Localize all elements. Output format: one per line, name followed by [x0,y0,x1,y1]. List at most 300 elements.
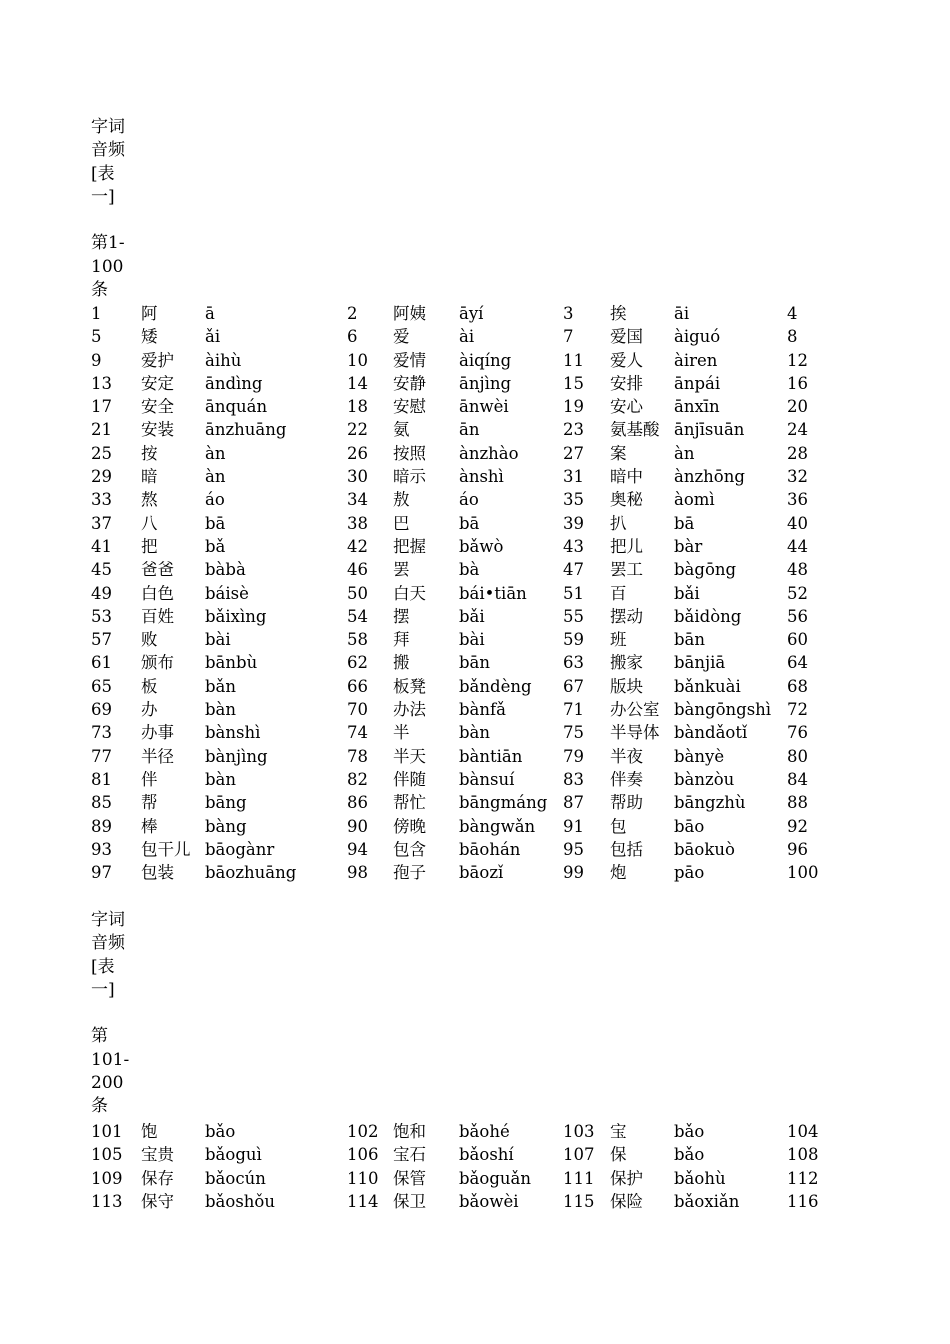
entry-word: 按照 [393,443,426,463]
entry-number: 104 [787,1122,819,1141]
entry-pinyin: bāokuò [674,839,735,859]
table-row [91,838,827,861]
entry-number: 59 [563,630,584,650]
entry-number: 18 [347,397,368,417]
entry-word: 半天 [393,746,426,766]
table-row [91,349,827,372]
table-row [91,1143,827,1166]
entry-number: 70 [347,700,368,720]
entry-word: 保卫 [393,1191,426,1211]
entry-pinyin: bànyè [674,746,725,766]
entry-number: 39 [563,513,584,533]
heading-title-line: 音频 [91,140,125,161]
entry-number: 26 [347,443,368,463]
table-row [91,395,827,418]
entry-word: 保存 [141,1168,174,1188]
entry-word: 办 [141,700,158,720]
entry-number: 76 [787,723,808,743]
table-row [91,651,827,674]
entry-pinyin: ā [205,304,215,323]
entry-word: 保险 [610,1191,643,1211]
entry-number: 72 [787,700,808,720]
entry-word: 包装 [141,863,174,883]
entry-word: 伴随 [393,769,426,789]
entry-pinyin: bǎohé [459,1122,510,1141]
entry-number: 83 [563,769,584,789]
entry-word: 保护 [610,1168,643,1188]
entry-word: 半导体 [610,723,660,743]
entry-pinyin: ānxīn [674,397,720,417]
entry-word: 搬 [393,653,410,673]
entry-pinyin: àiguó [674,327,721,347]
entry-word: 八 [141,513,158,533]
entry-pinyin: bǎocún [205,1168,266,1188]
entry-pinyin: áo [205,490,225,510]
table-row [91,605,827,628]
heading-title-line: 一] [91,186,115,207]
entry-number: 94 [347,839,368,859]
entry-word: 阿 [141,304,158,323]
entry-pinyin: bàbà [205,560,246,580]
entry-pinyin: bā [205,513,226,533]
entry-word: 爱 [393,327,410,347]
entry-number: 111 [563,1168,595,1188]
entry-word: 安慰 [393,397,426,417]
entry-number: 52 [787,583,808,603]
entry-word: 半夜 [610,746,643,766]
table-row [91,768,827,791]
entry-word: 帮忙 [393,793,426,813]
entry-number: 73 [91,723,112,743]
entry-number: 115 [563,1191,595,1211]
entry-word: 安定 [141,373,174,393]
entry-number: 58 [347,630,368,650]
entry-pinyin: pāo [674,863,705,883]
entry-pinyin: bànshì [205,723,261,743]
entry-pinyin: bàngwǎn [459,816,536,836]
entry-number: 44 [787,536,808,556]
entry-number: 8 [787,327,798,347]
heading-range-line: 条 [91,280,108,301]
entry-word: 班 [610,630,627,650]
entry-number: 21 [91,420,112,440]
entry-pinyin: bāng [205,793,247,813]
entry-word: 包干儿 [141,839,191,859]
entry-pinyin: bǎo [674,1145,705,1165]
entry-word: 暗中 [610,467,643,487]
entry-word: 白天 [393,583,426,603]
table-row [91,791,827,814]
heading-title-line: 音频 [91,933,125,954]
entry-number: 34 [347,490,368,510]
entry-word: 百 [610,583,627,603]
table-row [91,698,827,721]
entry-number: 32 [787,467,808,487]
entry-number: 93 [91,839,112,859]
entry-word: 安静 [393,373,426,393]
entry-number: 43 [563,536,584,556]
entry-word: 安心 [610,397,643,417]
entry-number: 97 [91,863,112,883]
entry-number: 98 [347,863,368,883]
entry-word: 颁布 [141,653,174,673]
table-row [91,815,827,838]
entry-pinyin: bǎoshǒu [205,1191,275,1211]
entry-word: 把握 [393,536,426,556]
entry-pinyin: bāozǐ [459,863,504,883]
entry-word: 安排 [610,373,643,393]
entry-number: 100 [787,863,819,883]
entry-word: 办法 [393,700,426,720]
entry-pinyin: bāo [674,816,705,836]
entry-word: 奥秘 [610,490,643,510]
entry-number: 116 [787,1191,819,1211]
entry-pinyin: bàngōngshì [674,700,772,720]
table-row [91,1120,827,1143]
table-row [91,442,827,465]
entry-number: 113 [91,1191,123,1211]
entry-number: 46 [347,560,368,580]
heading-range-line: 101- [91,1049,130,1070]
entry-pinyin: āi [674,304,690,323]
table-row [91,302,827,325]
entry-number: 77 [91,746,112,766]
entry-number: 54 [347,606,368,626]
entry-word: 包含 [393,839,426,859]
entry-word: 巴 [393,513,410,533]
entry-word: 帮助 [610,793,643,813]
entry-word: 安全 [141,397,174,417]
entry-pinyin: bài [205,630,231,650]
entry-number: 28 [787,443,808,463]
entry-number: 102 [347,1122,379,1141]
entry-number: 11 [563,350,584,370]
entry-pinyin: ānpái [674,373,721,393]
entry-number: 45 [91,560,112,580]
entry-number: 107 [563,1145,595,1165]
entry-pinyin: bǎoguǎn [459,1168,531,1188]
entry-pinyin: bàgōng [674,560,737,580]
table-row [91,372,827,395]
entry-pinyin: àn [205,467,226,487]
table-row [91,512,827,535]
entry-word: 把儿 [610,536,643,556]
entry-pinyin: bǎixìng [205,606,267,626]
entry-pinyin: bái•tiān [459,583,527,603]
entry-number: 67 [563,676,584,696]
entry-pinyin: bàr [674,536,703,556]
entry-number: 12 [787,350,808,370]
entry-pinyin: ānquán [205,397,268,417]
entry-number: 92 [787,816,808,836]
entry-number: 13 [91,373,112,393]
entry-word: 伴奏 [610,769,643,789]
entry-pinyin: àomì [674,490,715,510]
entry-pinyin: bǎo [205,1122,236,1141]
entry-number: 64 [787,653,808,673]
entry-number: 87 [563,793,584,813]
entry-number: 89 [91,816,112,836]
entry-number: 15 [563,373,584,393]
entry-number: 42 [347,536,368,556]
entry-number: 84 [787,769,808,789]
entry-word: 摆 [393,606,410,626]
heading-range-line: 200 [91,1073,124,1094]
entry-number: 81 [91,769,112,789]
entry-pinyin: bān [459,653,491,673]
entry-pinyin: ānwèi [459,397,509,417]
entry-number: 25 [91,443,112,463]
entry-number: 24 [787,420,808,440]
table-row [91,465,827,488]
entry-pinyin: bānbù [205,653,258,673]
entry-pinyin: bàntiān [459,746,523,766]
entry-pinyin: ǎi [205,327,221,347]
entry-pinyin: ànshì [459,467,504,487]
entry-number: 65 [91,676,112,696]
entry-number: 78 [347,746,368,766]
heading-title-line: 字词 [91,910,125,930]
entry-pinyin: àiqíng [459,350,512,370]
heading-range-line: 第 [91,1026,108,1047]
entry-word: 保管 [393,1168,426,1188]
entry-number: 110 [347,1168,379,1188]
entry-pinyin: ānjìng [459,373,512,393]
table-row [91,1167,827,1190]
entry-number: 55 [563,606,584,626]
entry-number: 80 [787,746,808,766]
entry-number: 56 [787,606,808,626]
entry-pinyin: bànjìng [205,746,268,766]
entry-pinyin: bǎo [674,1122,705,1141]
entry-pinyin: āyí [459,304,484,323]
entry-number: 7 [563,327,574,347]
entry-word: 白色 [141,583,174,603]
entry-number: 57 [91,630,112,650]
entry-word: 保 [610,1145,627,1165]
entry-word: 饱和 [393,1122,426,1141]
entry-pinyin: bǎoshí [459,1145,514,1165]
entry-pinyin: bànfǎ [459,700,506,720]
heading-title-line: [表 [91,163,115,184]
entry-word: 包括 [610,839,643,859]
entry-number: 3 [563,304,574,323]
entry-pinyin: bàndǎotǐ [674,723,748,743]
entry-number: 105 [91,1145,123,1165]
entry-pinyin: ài [459,327,475,347]
entry-number: 33 [91,490,112,510]
entry-number: 5 [91,327,102,347]
entry-pinyin: bà [459,560,480,580]
heading-spacer [91,1002,135,1025]
entry-number: 48 [787,560,808,580]
entry-word: 氨 [393,420,410,440]
entry-number: 103 [563,1122,595,1141]
entry-word: 案 [610,443,627,463]
entry-word: 办事 [141,723,174,743]
entry-word: 拜 [393,630,410,650]
entry-pinyin: bāohán [459,839,521,859]
entry-number: 10 [347,350,368,370]
entry-number: 85 [91,793,112,813]
entry-word: 孢子 [393,863,426,883]
heading-spacer [91,209,135,232]
table-row [91,628,827,651]
entry-word: 按 [141,443,158,463]
section-1-table [91,302,827,884]
entry-pinyin: bǎnkuài [674,676,741,696]
entry-word: 阿姨 [393,304,426,323]
entry-pinyin: báisè [205,583,249,603]
entry-word: 帮 [141,793,158,813]
entry-word: 宝贵 [141,1145,174,1165]
table-row [91,861,827,884]
entry-word: 棒 [141,816,158,836]
entry-number: 112 [787,1168,819,1188]
entry-pinyin: bǎoguì [205,1145,262,1165]
entry-number: 19 [563,397,584,417]
entry-number: 20 [787,397,808,417]
section-2-heading [91,909,135,1119]
entry-pinyin: ān [459,420,480,440]
entry-pinyin: bānjiā [674,653,726,673]
entry-number: 61 [91,653,112,673]
entry-word: 炮 [610,863,627,883]
entry-number: 86 [347,793,368,813]
entry-word: 宝 [610,1122,627,1141]
entry-pinyin: àiren [674,350,718,370]
table-row [91,675,827,698]
entry-word: 敖 [393,490,410,510]
entry-number: 50 [347,583,368,603]
entry-word: 包 [610,816,627,836]
heading-title-line: 字词 [91,117,125,137]
entry-pinyin: āndìng [205,373,263,393]
entry-pinyin: bǎowèi [459,1191,519,1211]
heading-range-line: 100 [91,256,124,277]
entry-pinyin: bǎidòng [674,606,742,626]
entry-number: 16 [787,373,808,393]
entry-pinyin: àihù [205,350,242,370]
heading-range-line: 条 [91,1096,108,1117]
entry-word: 板 [141,676,158,696]
entry-pinyin: bān [674,630,706,650]
entry-number: 108 [787,1145,819,1165]
entry-number: 88 [787,793,808,813]
entry-word: 罢 [393,560,410,580]
entry-pinyin: bǎndèng [459,676,532,696]
entry-word: 爸爸 [141,560,174,580]
table-row [91,535,827,558]
table-row [91,325,827,348]
entry-pinyin: bǎi [459,606,485,626]
entry-pinyin: bāngmáng [459,793,548,813]
entry-word: 罢工 [610,560,643,580]
entry-pinyin: bāozhuāng [205,863,297,883]
entry-word: 宝石 [393,1145,426,1165]
entry-word: 败 [141,630,158,650]
entry-number: 29 [91,467,112,487]
entry-pinyin: bài [459,630,485,650]
entry-word: 爱国 [610,327,643,347]
heading-title-line: [表 [91,956,115,977]
entry-number: 69 [91,700,112,720]
entry-word: 饱 [141,1122,158,1141]
table-row [91,582,827,605]
entry-number: 75 [563,723,584,743]
entry-number: 106 [347,1145,379,1165]
entry-number: 1 [91,304,102,323]
entry-pinyin: áo [459,490,479,510]
table-row [91,721,827,744]
entry-number: 27 [563,443,584,463]
entry-number: 6 [347,327,358,347]
entry-pinyin: bāngzhù [674,793,746,813]
entry-number: 96 [787,839,808,859]
entry-number: 40 [787,513,808,533]
entry-pinyin: àn [674,443,695,463]
entry-word: 氨基酸 [610,420,660,440]
entry-number: 36 [787,490,808,510]
entry-word: 挨 [610,304,627,323]
entry-number: 101 [91,1122,123,1141]
entry-number: 22 [347,420,368,440]
table-row [91,558,827,581]
entry-pinyin: bāogànr [205,839,275,859]
entry-number: 53 [91,606,112,626]
entry-pinyin: bànzòu [674,769,735,789]
entry-pinyin: bàn [459,723,491,743]
entry-number: 114 [347,1191,379,1211]
entry-word: 爱护 [141,350,174,370]
entry-word: 百姓 [141,606,174,626]
entry-word: 矮 [141,327,158,347]
entry-word: 扒 [610,513,627,533]
entry-word: 板凳 [393,676,426,696]
entry-word: 半 [393,723,410,743]
section-2-table [91,1120,827,1213]
entry-word: 保守 [141,1191,174,1211]
entry-word: 爱人 [610,350,643,370]
entry-word: 熬 [141,490,158,510]
table-row [91,1190,827,1213]
entry-word: 暗 [141,467,158,487]
entry-word: 暗示 [393,467,426,487]
entry-number: 90 [347,816,368,836]
entry-word: 把 [141,536,158,556]
entry-number: 14 [347,373,368,393]
entry-pinyin: bā [674,513,695,533]
entry-word: 办公室 [610,700,660,720]
entry-pinyin: bǎohù [674,1168,726,1188]
table-row [91,745,827,768]
entry-number: 74 [347,723,368,743]
entry-number: 9 [91,350,102,370]
section-1-heading [91,116,135,302]
entry-number: 99 [563,863,584,883]
entry-pinyin: bǎwò [459,536,504,556]
heading-title-line: 一] [91,979,115,1000]
entry-number: 47 [563,560,584,580]
entry-number: 31 [563,467,584,487]
entry-number: 68 [787,676,808,696]
entry-number: 62 [347,653,368,673]
heading-range-line: 第1- [91,233,125,254]
entry-number: 63 [563,653,584,673]
entry-pinyin: bàng [205,816,247,836]
entry-word: 伴 [141,769,158,789]
entry-number: 4 [787,304,798,323]
